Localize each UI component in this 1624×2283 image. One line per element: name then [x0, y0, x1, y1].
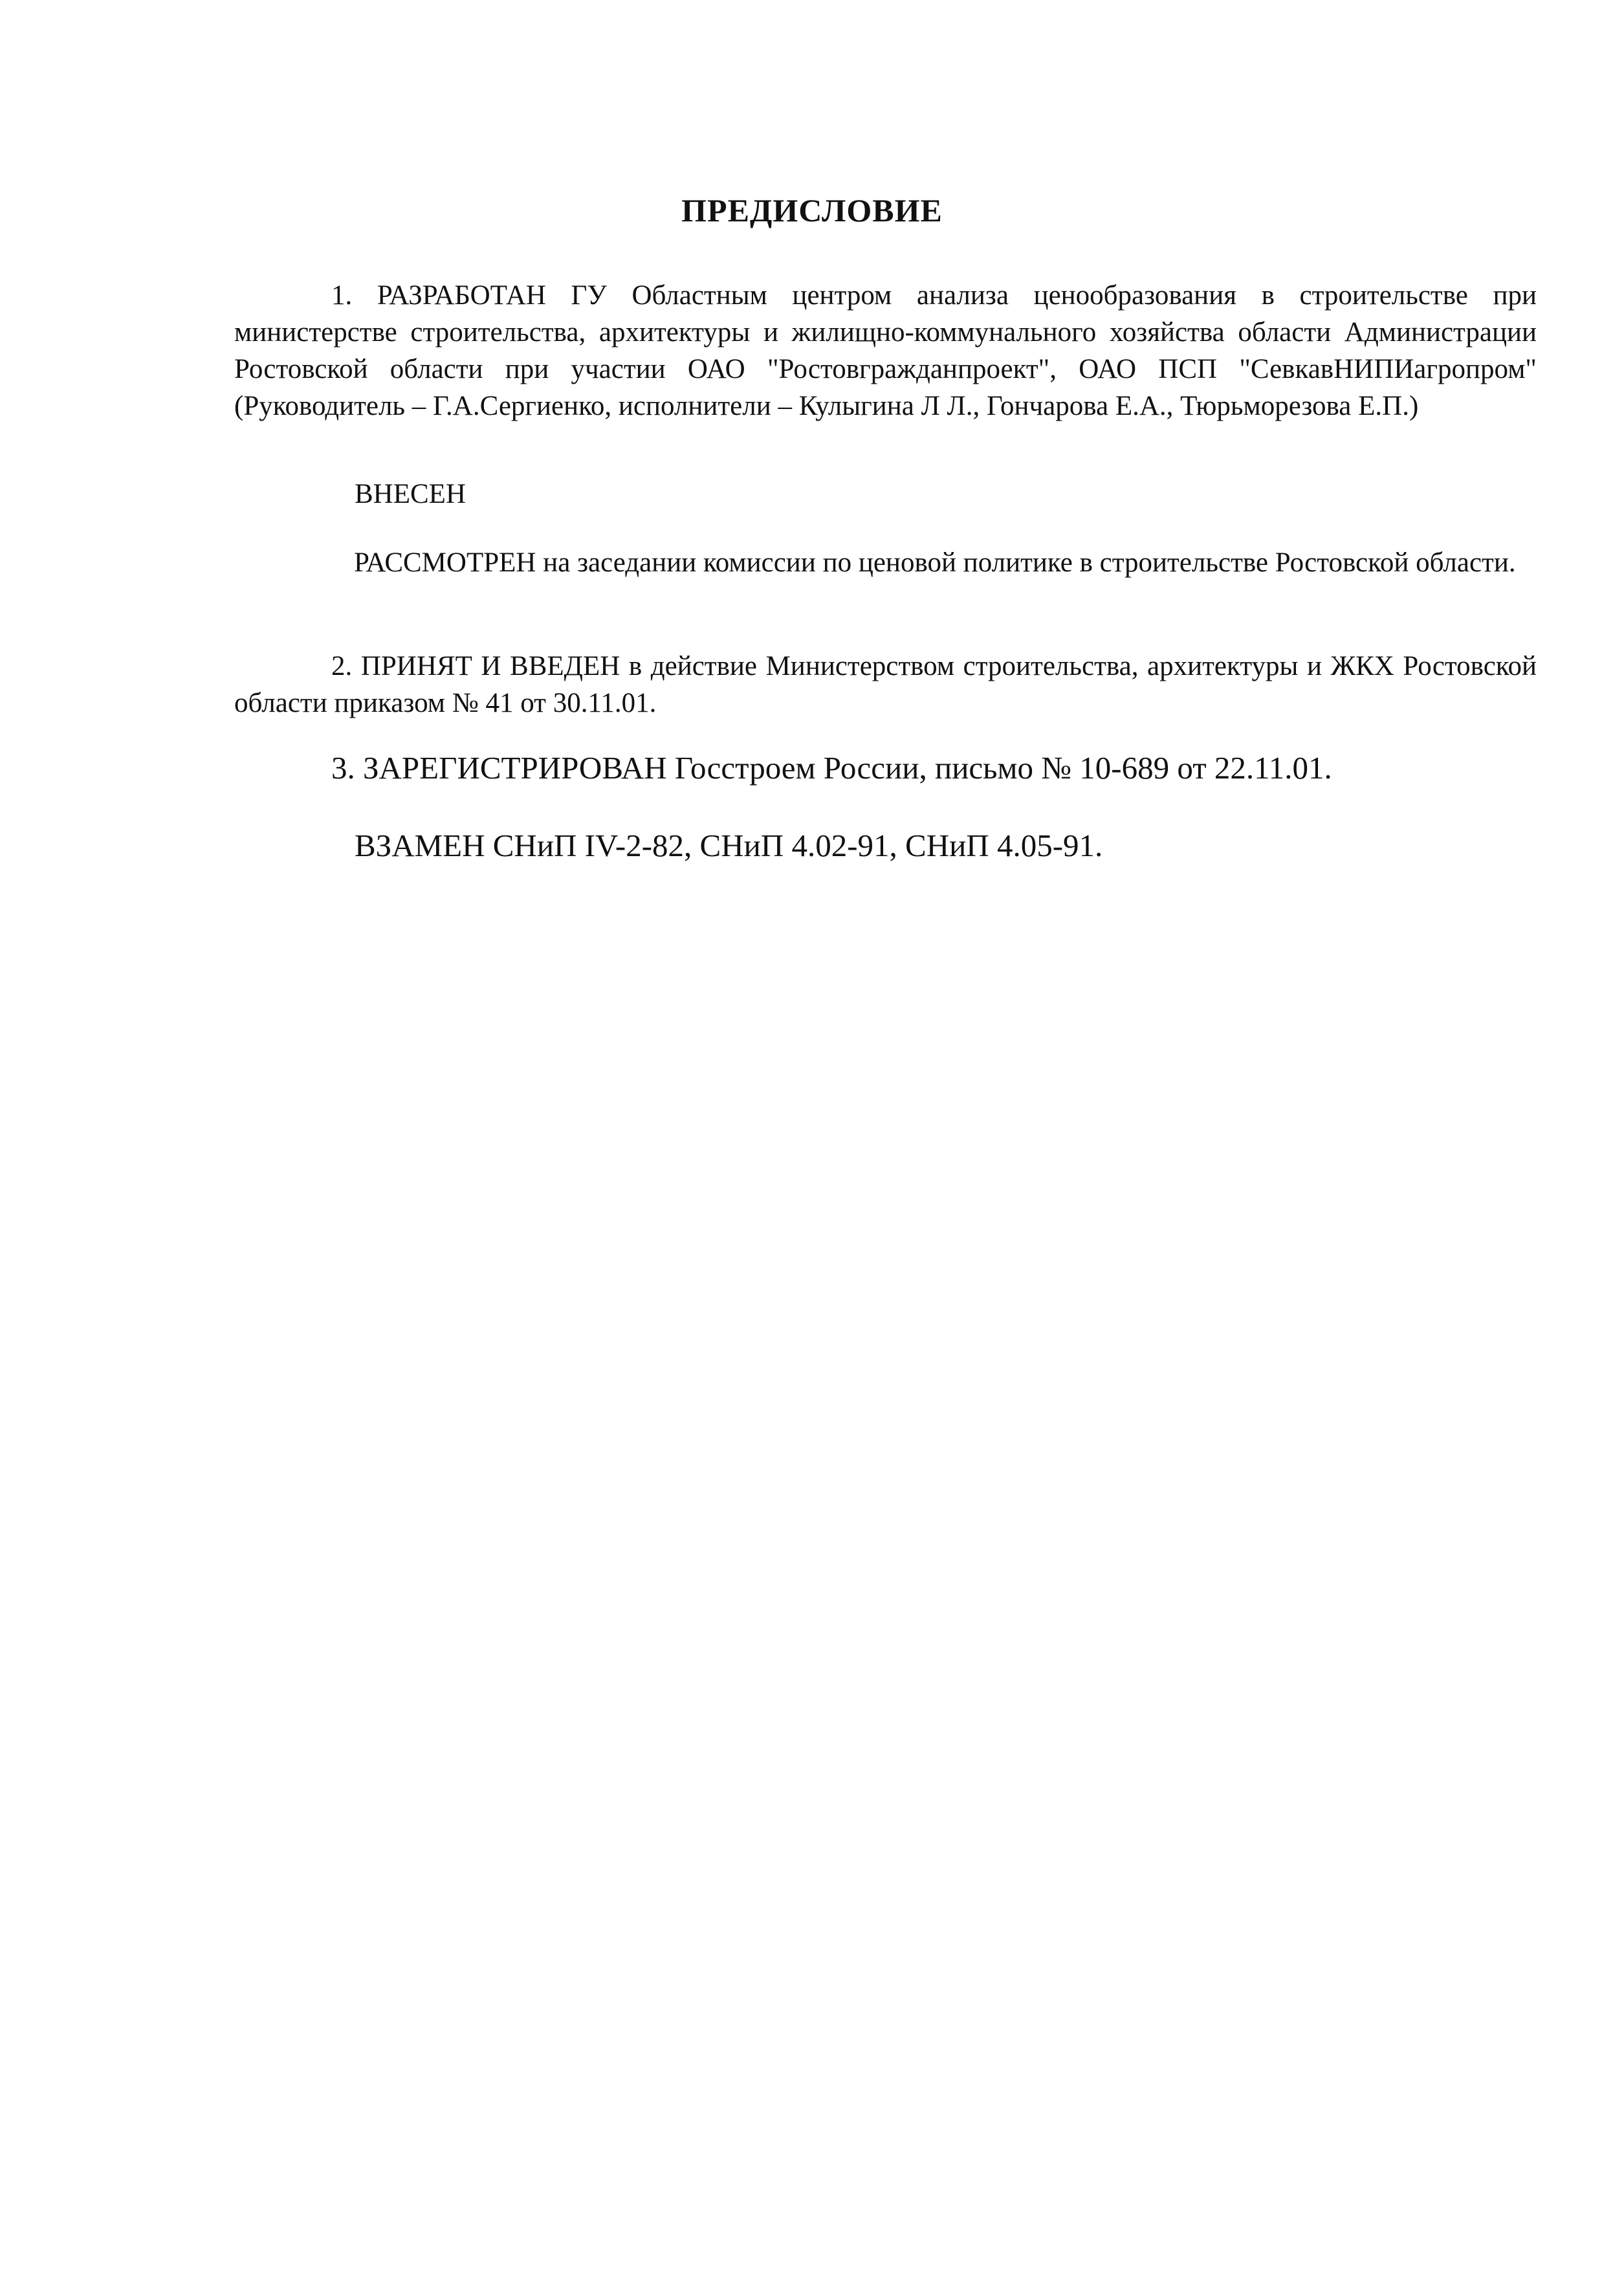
paragraph-introduced: ВНЕСЕН — [355, 479, 466, 509]
paragraph-registered: 3. ЗАРЕГИСТРИРОВАН Госстроем России, письмо № 10-689 от 22.11.01. — [331, 750, 1332, 786]
page-title: ПРЕДИСЛОВИЕ — [681, 192, 943, 228]
paragraph-developed: 1. РАЗРАБОТАН ГУ Областным центром анализа ценообразования в строительстве при министерстве строительства, архитектуры и жилищно-коммунального хозяйства области Администрации Ростовской области при участии ОАО "Ростовгражданпроект", ОАО ПСП "СевкавНИПИагропром" (Руководитель – Г.А.Сергиенко, исполнители – Кулыгина Л Л., Гончарова Е.А., Тюрьморезова Е.П.) — [234, 280, 1537, 421]
paragraph-adopted: 2. ПРИНЯТ И ВВЕДЕН в действие Министерством строительства, архитектуры и ЖКХ Ростовской области приказом № 41 от 30.11.01. — [234, 651, 1537, 718]
paragraph-replaces: ВЗАМЕН СНиП IV-2-82, СНиП 4.02-91, СНиП 4.05-91. — [355, 828, 1103, 863]
paragraph-reviewed: РАССМОТРЕН на заседании комиссии по ценовой политике в строительстве Ростовской области. — [354, 547, 1516, 578]
